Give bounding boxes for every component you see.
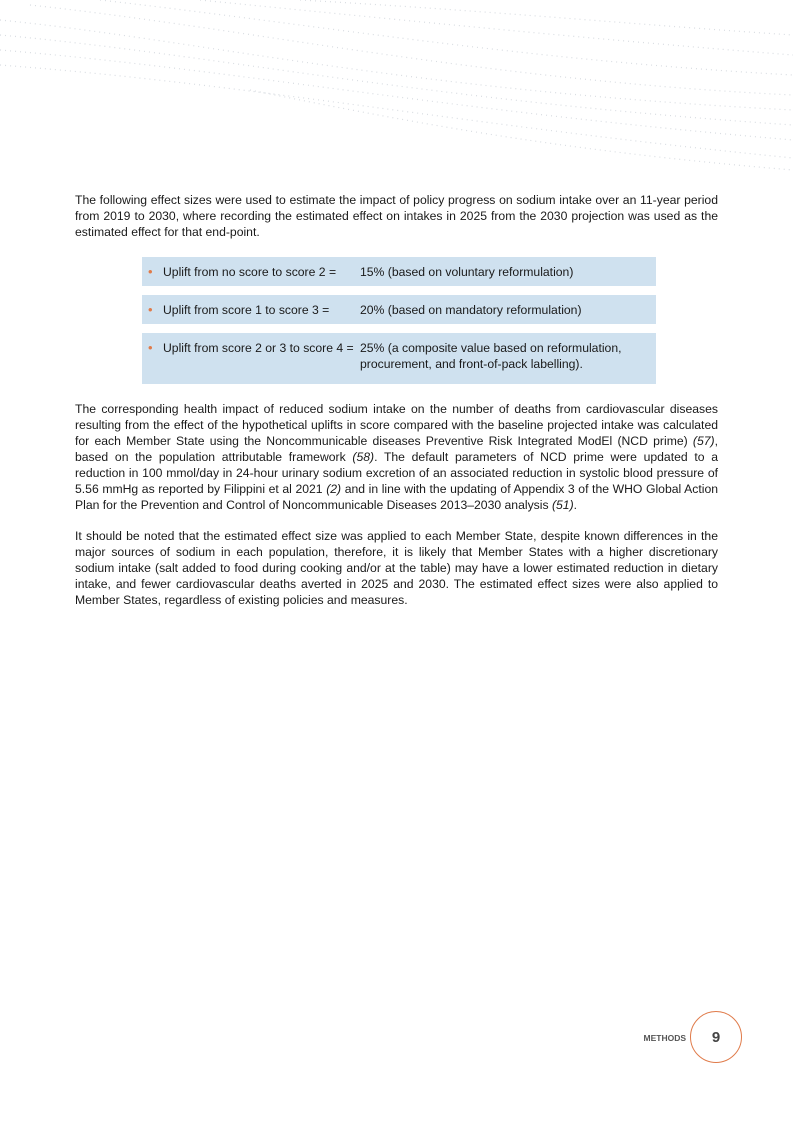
bullet-icon: • bbox=[148, 302, 153, 317]
section-label: METHODS bbox=[643, 1033, 686, 1043]
page-number: 9 bbox=[690, 1011, 742, 1063]
bullet-icon: • bbox=[148, 340, 153, 355]
text-segment: and in line with the updating of Appendix 3 of the WHO Global Action Plan for the Prevention and Control of Noncommunicable Diseases 2013–2030 analysis bbox=[75, 482, 718, 512]
citation-ref: (51) bbox=[551, 498, 574, 512]
effect-size-item-2 bbox=[142, 295, 656, 324]
citation-ref: (2) bbox=[326, 482, 342, 496]
effect-size-label: Uplift from score 2 or 3 to score 4 = bbox=[163, 341, 354, 355]
effect-size-value: 20% (based on mandatory reformulation) bbox=[360, 303, 582, 317]
citation-ref: (58) bbox=[352, 450, 375, 464]
text-segment: . bbox=[573, 498, 578, 512]
effect-size-label: Uplift from no score to score 2 = bbox=[163, 265, 337, 279]
effect-size-value: 25% (a composite value based on reformulation, procurement, and front-of-pack labelling). bbox=[360, 341, 622, 371]
citation-ref: (57) bbox=[692, 434, 715, 448]
bullet-icon: • bbox=[148, 264, 153, 279]
limitations-paragraph: It should be noted that the estimated effect size was applied to each Member State, despite known differences in the major sources of sodium in each population, therefore, it is likely that Member States with a higher discretionary sodium intake (salt added to food during cooking and/or at the table) may have a lower estimated reduction in dietary intake, and fewer cardiovascular deaths averted in 2025 and 2030. The estimated effect sizes were also applied to Member States, regardless of existing policies and measures. bbox=[75, 529, 718, 607]
effect-size-value: 15% (based on voluntary reformulation) bbox=[360, 265, 574, 279]
effect-size-label: Uplift from score 1 to score 3 = bbox=[163, 303, 330, 317]
text-segment: , based on the population attributable framework bbox=[75, 434, 718, 464]
effect-size-item-1 bbox=[142, 257, 656, 286]
intro-paragraph: The following effect sizes were used to estimate the impact of policy progress on sodium intake over an 11-year period from 2019 to 2030, where recording the estimated effect on intakes in 2025 from the 2030 projection was used as the estimated effect for that end-point. bbox=[75, 193, 718, 239]
header-wave-decoration bbox=[0, 0, 793, 180]
text-segment: . The default parameters of NCD prime were updated to a reduction in 100 mmol/day in 24-hour urinary sodium excretion of an associated reduction in systolic blood pressure of 5.56 mmHg as reported by Filippini et al 2021 bbox=[75, 450, 718, 496]
health-impact-paragraph bbox=[75, 401, 718, 513]
text-segment: The corresponding health impact of reduced sodium intake on the number of deaths from cardiovascular diseases resulting from the effect of the hypothetical uplifts in score compared with the baseline projected intake was calculated for each Member State using the Noncommunicable diseases Preventive Risk Integrated ModEl (NCD prime) bbox=[75, 402, 718, 448]
effect-size-item-3 bbox=[142, 333, 656, 384]
